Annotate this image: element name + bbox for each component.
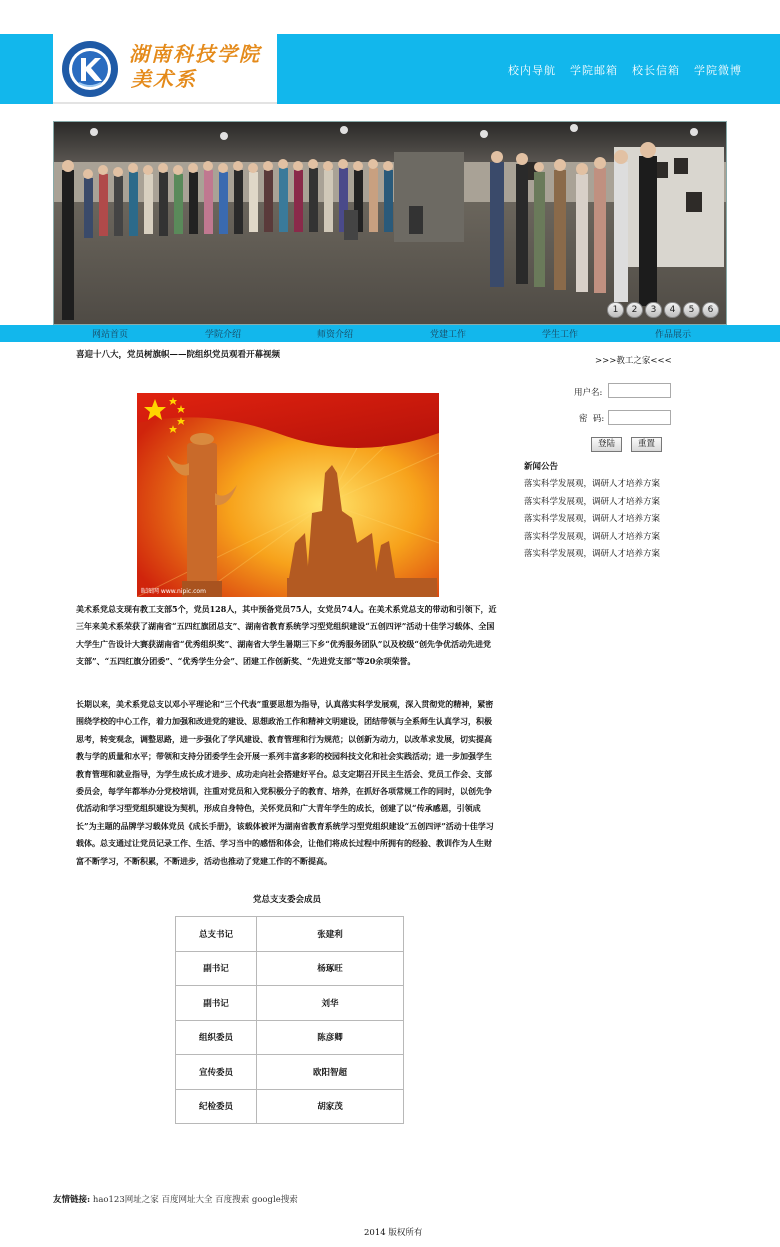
committee-role: 纪检委员 xyxy=(176,1089,257,1124)
top-nav xyxy=(508,62,742,78)
link-hao123[interactable]: hao123网址之家 xyxy=(92,1195,159,1205)
banner-pager xyxy=(607,302,719,318)
article-image xyxy=(137,393,439,597)
committee-member: 欧阳智超 xyxy=(257,1055,404,1090)
news-item[interactable]: 落实科学发展观，调研人才培养方案 xyxy=(524,479,661,489)
table-row xyxy=(176,986,404,1021)
table-row xyxy=(176,951,404,986)
logo[interactable] xyxy=(53,34,277,104)
header-bar xyxy=(0,34,780,104)
logo-text-line1: 湖南科技学院 xyxy=(129,42,261,66)
news-item[interactable]: 落实科学发展观，调研人才培养方案 xyxy=(524,496,661,507)
top-nav-weibo[interactable]: 学院微博 xyxy=(694,64,742,77)
username-input[interactable] xyxy=(608,383,671,398)
top-nav-president-mailbox[interactable]: 校长信箱 xyxy=(632,64,680,77)
banner-page-2[interactable]: 2 xyxy=(626,302,643,318)
banner-slideshow[interactable] xyxy=(53,121,727,325)
password-label: 密 码: xyxy=(579,414,605,424)
news-item[interactable]: 落实科学发展观，调研人才培养方案 xyxy=(524,531,661,542)
committee-role: 副书记 xyxy=(176,951,257,986)
logo-text xyxy=(129,42,261,92)
school-emblem-icon xyxy=(59,39,121,99)
table-row xyxy=(176,1020,404,1055)
banner-page-5[interactable]: 5 xyxy=(683,302,700,318)
committee-role: 总支书记 xyxy=(176,917,257,952)
banner-page-6[interactable]: 6 xyxy=(702,302,719,318)
main-nav-works[interactable]: 作品展示 xyxy=(655,330,692,340)
main-nav-home[interactable]: 网站首页 xyxy=(92,330,129,340)
monument-poster xyxy=(137,393,439,597)
committee-member: 刘华 xyxy=(257,986,404,1021)
image-watermark: 昵图网 www.nipic.com xyxy=(141,588,206,595)
committee-title: 党总支支委会成员 xyxy=(253,895,322,905)
committee-member: 杨琢旺 xyxy=(257,951,404,986)
committee-role: 宣传委员 xyxy=(176,1055,257,1090)
banner-page-1[interactable]: 1 xyxy=(607,302,624,318)
committee-table xyxy=(175,916,404,1124)
username-label: 用户名: xyxy=(574,388,603,398)
reset-button[interactable]: 重置 xyxy=(631,437,662,452)
top-nav-campus[interactable]: 校内导航 xyxy=(508,64,556,77)
table-row xyxy=(176,1089,404,1124)
article-paragraph-1: 美术系党总支现有教工支部5个，党员128人，其中预备党员75人，女党员74人。在美术系党总支的带动和引领下，近三年来美术系荣获了湖南省“五四红旗团总支”、湖南省教育系统学习型党组织建设“五创四评”活动十佳学习载体、全国大学生广告设计大赛获湖南省“优秀组织奖”、湖南省大学生暑期三下乡“优秀服务团队”以及校级“创先争优活动先进党支部”、“五四红旗分团委”、“优秀学生分会”、团建工作创新奖、“先进党支部”等20余项荣誉。 xyxy=(76,604,497,667)
committee-role: 组织委员 xyxy=(176,1020,257,1055)
link-baidu-directory[interactable]: 百度网址大全 xyxy=(161,1195,213,1205)
committee-member: 陈彦卿 xyxy=(257,1020,404,1055)
copyright: 2014 版权所有 xyxy=(364,1228,423,1238)
news-item[interactable]: 落实科学发展观，调研人才培养方案 xyxy=(524,514,661,525)
friend-links xyxy=(53,1193,298,1205)
banner-page-4[interactable]: 4 xyxy=(664,302,681,318)
main-nav-party-work[interactable]: 党建工作 xyxy=(430,330,467,340)
banner-page-3[interactable]: 3 xyxy=(645,302,662,318)
friend-links-label: 友情链接: xyxy=(53,1195,91,1205)
link-baidu-search[interactable]: 百度搜索 xyxy=(215,1195,250,1205)
link-google-search[interactable]: google搜索 xyxy=(251,1195,298,1205)
banner-photo xyxy=(54,122,727,325)
main-nav-college-intro[interactable]: 学院介绍 xyxy=(205,330,242,340)
main-nav-student-work[interactable]: 学生工作 xyxy=(542,330,579,340)
password-input[interactable] xyxy=(608,410,671,425)
article-title: 喜迎十八大，党员树旗帜——院组织党员观看开幕视频 xyxy=(76,350,281,360)
table-row xyxy=(176,917,404,952)
table-row xyxy=(176,1055,404,1090)
main-nav-faculty[interactable]: 师资介绍 xyxy=(317,330,354,340)
committee-member: 胡家茂 xyxy=(257,1089,404,1124)
news-list xyxy=(524,477,660,565)
committee-role: 副书记 xyxy=(176,986,257,1021)
logo-text-line2: 美术系 xyxy=(131,67,197,91)
top-nav-mail[interactable]: 学院邮箱 xyxy=(570,64,618,77)
main-nav xyxy=(0,325,780,342)
news-title: 新闻公告 xyxy=(524,462,559,472)
login-button[interactable]: 登陆 xyxy=(591,437,622,452)
article-paragraph-2: 长期以来，美术系党总支以邓小平理论和“三个代表”重要思想为指导，认真落实科学发展观，深入贯彻党的精神，紧密围绕学校的中心工作，着力加强和改进党的建设、思想政治工作和精神文明建设，团结带领与全系师生认真学习，积极思考，转变观念，调整思路，进一步强化了学风建设、教育管理和行为规范；以创新为动力，以改革求发展，切实提高教与学的质量和水平；带领和支持分团委学生会开展一系列丰富多彩的校园科技文化和社会实践活动；进一步加强学生教育管理和就业指导，为学生成长成才进步、成功走向社会搭建好平台。总支定期召开民主生活会、党员工作会、支部委员会，每学年都举办分党校培训，注重对党员和入党积极分子的教育、培养，在抓好各项常规工作的同时，以创先争优活动和学习型党组织建设为契机，形成自身特色，关怀党员和广大青年学生的成长，创建了以“传承感恩，引领成长”为主题的品牌学习载体党员《成长手册》，该载体被评为湖南省教育系统学习型党组织建设“五创四评”活动十佳学习载体。总支通过让党员记录工作、生活、学习当中的感悟和体会，让他们将成长过程中所拥有的经验、教训作为人生财富不断学习，不断积累，不断进步，活动也推动了党建工作的不断提高。 xyxy=(76,699,494,866)
news-item[interactable]: 落实科学发展观，调研人才培养方案 xyxy=(524,549,661,560)
staff-home-heading: >>>教工之家<<< xyxy=(595,356,672,366)
committee-member: 张建利 xyxy=(257,917,404,952)
